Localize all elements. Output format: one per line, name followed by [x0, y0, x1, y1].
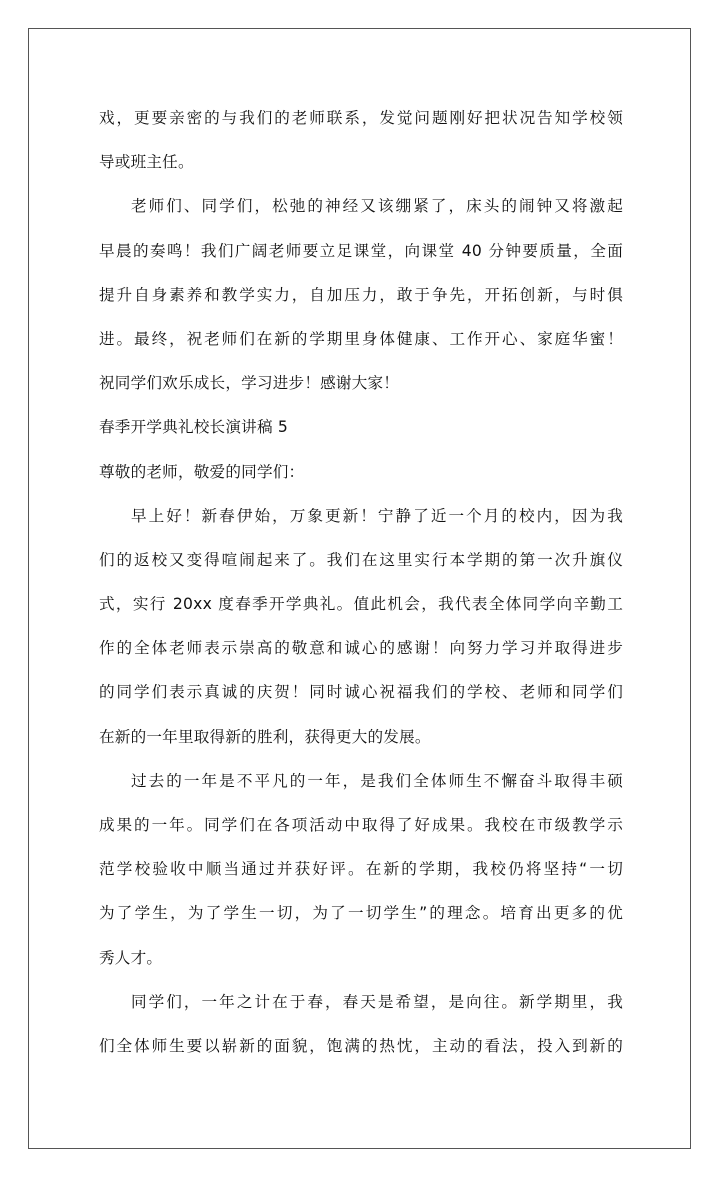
text-line: 作的全体老师表示崇高的敬意和诚心的感谢！向努力学习并取得进步 [99, 639, 623, 658]
text-line: 戏，更要亲密的与我们的老师联系，发觉问题刚好把状况告知学校领 [99, 109, 623, 127]
text-line: 们的返校又变得喧闹起来了。我们在这里实行本学期的第一次升旗仪 [99, 550, 623, 569]
section-heading: 春季开学典礼校长演讲稿 5 [99, 418, 289, 437]
text-line: 导或班主任。 [99, 153, 194, 172]
text-line: 早晨的奏鸣！我们广阔老师要立足课堂，向课堂 40 分钟要质量，全面 [99, 241, 623, 260]
text-line: 提升自身素养和教学实力，自加压力，敢于争先，开拓创新，与时俱 [99, 285, 623, 304]
text-line: 们全体师生要以崭新的面貌，饱满的热忱，主动的看法，投入到新的 [99, 1036, 623, 1055]
text-line: 的同学们表示真诚的庆贺！同时诚心祝福我们的学校、老师和同学们 [99, 683, 623, 702]
text-line: 成果的一年。同学们在各项活动中取得了好成果。我校在市级教学示 [99, 816, 623, 834]
paragraph-first-line: 过去的一年是不平凡的一年，是我们全体师生不懈奋斗取得丰硕 [131, 771, 623, 790]
paragraph-first-line: 老师们、同学们，松弛的神经又该绷紧了，床头的闹钟又将激起 [131, 197, 623, 216]
text-line: 为了学生，为了学生一切，为了一切学生”的理念。培育出更多的优 [99, 904, 623, 923]
text-line: 秀人才。 [99, 948, 163, 967]
text-line: 式，实行 20xx 度春季开学典礼。值此机会，我代表全体同学向辛勤工 [99, 595, 623, 614]
salutation: 尊敬的老师，敬爱的同学们： [99, 462, 305, 481]
document-body [99, 106, 623, 1078]
text-line: 祝同学们欢乐成长，学习进步！感谢大家！ [99, 374, 400, 393]
text-line: 在新的一年里取得新的胜利，获得更大的发展。 [99, 727, 431, 746]
paragraph-first-line: 早上好！新春伊始，万象更新！宁静了近一个月的校内，因为我 [131, 506, 623, 525]
text-line: 进。最终，祝老师们在新的学期里身体健康、工作开心、家庭华蜜！ [99, 329, 623, 348]
paragraph-first-line: 同学们，一年之计在于春，春天是希望，是向往。新学期里，我 [131, 992, 623, 1011]
text-line: 范学校验收中顺当通过并获好评。在新的学期，我校仍将坚持“一切 [99, 860, 623, 879]
